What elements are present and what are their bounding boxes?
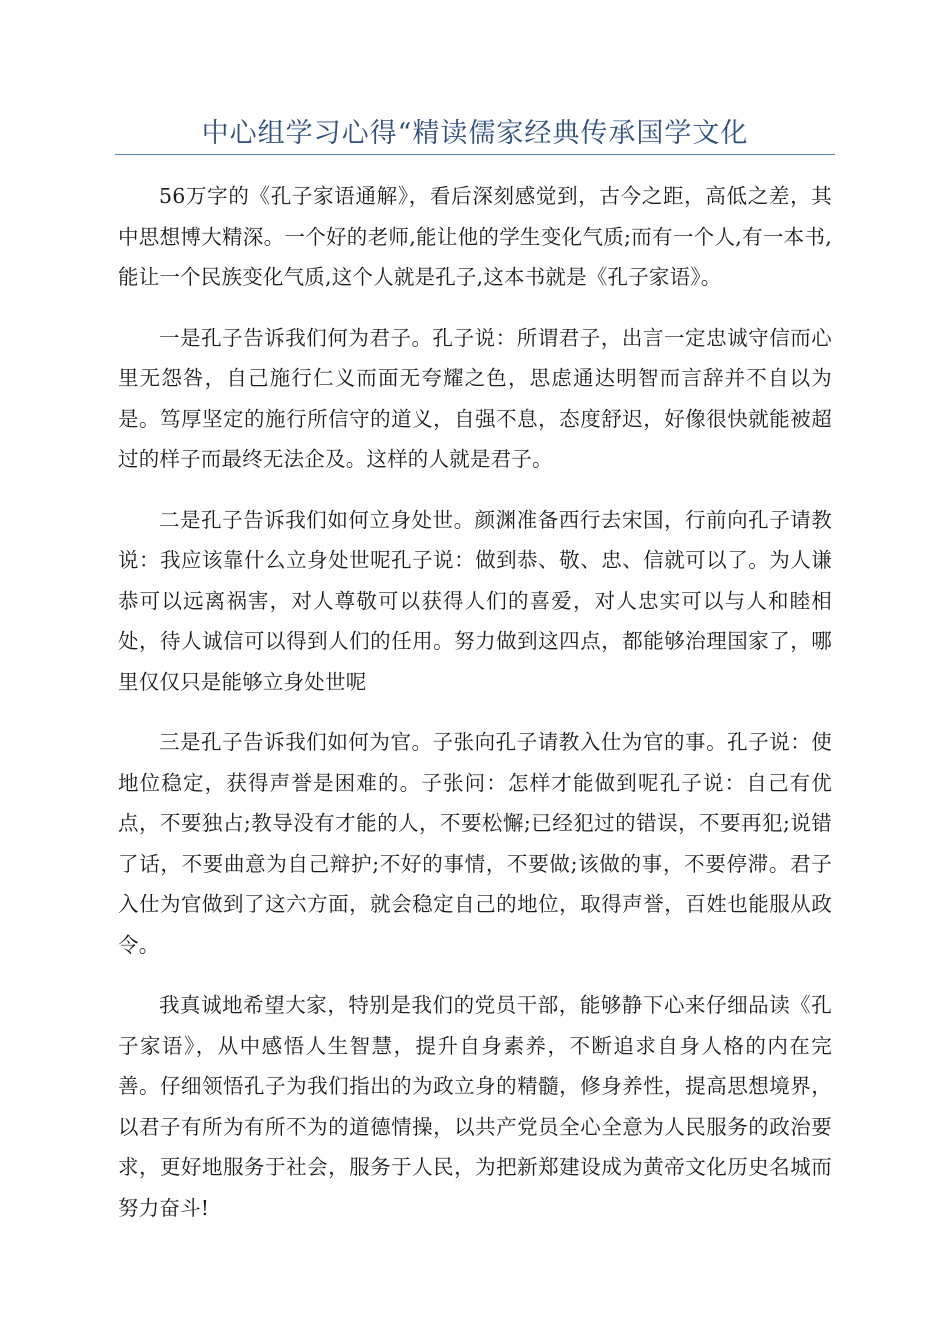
paragraph-intro: 56万字的《孔子家语通解》，看后深刻感觉到，古今之距，高低之差，其中思想博大精深。一个好的老师,能让他的学生变化气质;而有一个人,有一本书,能让一个民族变化气质,这个人就是孔子,这本书就是《孔子家语》。 bbox=[118, 184, 832, 289]
paragraph-weiguan: 三是孔子告诉我们如何为官。子张向孔子请教入仕为官的事。孔子说：使地位稳定，获得声誉是困难的。子张问：怎样才能做到呢孔子说：自己有优点，不要独占;教导没有才能的人，不要松懈;已经犯过的错误，不要再犯;说错了话，不要曲意为自己辩护;不好的事情，不要做;该做的事，不要停滞。君子入仕为官做到了这六方面，就会稳定自己的地位，取得声誉，百姓也能服从政令。 bbox=[118, 730, 832, 957]
page-title: 中心组学习心得“精读儒家经典传承国学文化 bbox=[201, 118, 749, 149]
title-underline bbox=[115, 154, 835, 155]
document-body bbox=[118, 176, 832, 1248]
paragraph-conclusion: 我真诚地希望大家，特别是我们的党员干部，能够静下心来仔细品读《孔子家语》，从中感悟人生智慧，提升自身素养，不断追求自身人格的内在完善。仔细领悟孔子为我们指出的为政立身的精髓，修身养性，提高思想境界，以君子有所为有所不为的道德情操，以共产党员全心全意为人民服务的政治要求，更好地服务于社会，服务于人民，为把新郑建设成为黄帝文化历史名城而努力奋斗! bbox=[118, 993, 832, 1220]
paragraph-lishen: 二是孔子告诉我们如何立身处世。颜渊准备西行去宋国，行前向孔子请教说：我应该靠什么立身处世呢孔子说：做到恭、敬、忠、信就可以了。为人谦恭可以远离祸害，对人尊敬可以获得人们的喜爱，对人忠实可以与人和睦相处，待人诚信可以得到人们的任用。努力做到这四点，都能够治理国家了，哪里仅仅只是能够立身处世呢 bbox=[118, 507, 832, 694]
paragraph-junzi: 一是孔子告诉我们何为君子。孔子说：所谓君子，出言一定忠诚守信而心里无怨咎，自己施行仁义而面无夸耀之色，思虑通达明智而言辞并不自以为是。笃厚坚定的施行所信守的道义，自强不息，态度舒迟，好像很快就能被超过的样子而最终无法企及。这样的人就是君子。 bbox=[118, 325, 832, 471]
